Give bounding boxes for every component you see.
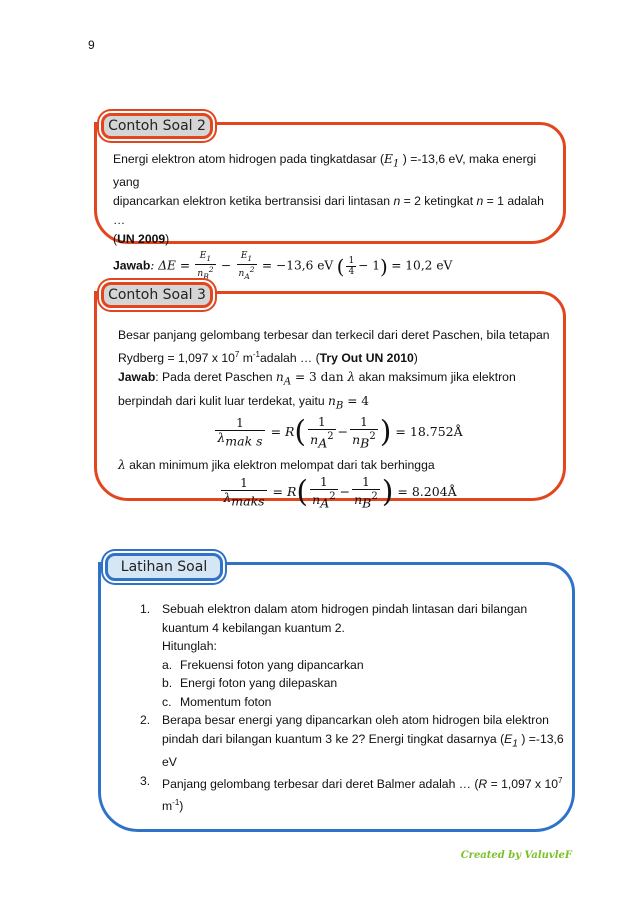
fraction-e1-na: $\frac{E_1}{n_A^2}$	[238, 251, 255, 282]
fraction-e1-nb: $\frac{E_1}{n_B^2}$	[197, 251, 214, 282]
exercise-subitem: c. Momentum foton	[162, 694, 272, 709]
exercise-title: Latihan Soal	[105, 553, 223, 581]
exercise-item: 1. Sebuah elektron dalam atom hidrogen pindah lintasan dari bilangan kuantum 4 kebilangan kuantum 2. Hitunglah: a. Frekuensi foton yang dipancarkan b. Energi foton yang dilepaskan c. Momentum foton	[140, 600, 565, 711]
answer-label: Jawab	[113, 258, 151, 273]
exercise-item: 3. Panjang gelombang terbesar dari deret Balmer adalah … (R = 1,097 x $10^7$ $m^{-1}$)	[140, 773, 563, 813]
exercise-subitem: b. Energi foton yang dilepaskan	[162, 676, 338, 690]
equation-max-wavelength: $\frac{1}{\lambda_{mak s}}$ = R( $\frac{1}{n_A^2}$ − $\frac{1}{n_B^2}$ ) = 18.752Å	[217, 414, 463, 451]
footer-credit: Created by ValuvleF	[460, 850, 572, 861]
exercise-item: 2. Berapa besar energi yang dipancarkan oleh atom hidrogen bila elektron pindah dari bilangan kuantum 3 ke 2? Energi tingkat dasarnya ($E_1$ ) =-13,6 eV	[140, 713, 564, 770]
example-3-content: Besar panjang gelombang terbesar dan terkecil dari deret Paschen, bila tetapan Rydberg = 1,097 x $10^7$ $m^{-1}adalah$ … (Try Out UN 2010) Jawab: Pada deret Paschen $n_A = 3$ dan λ akan maksimum jika elektron berpindah dari kulit luar terdekat, yaitu $n_B = 4$ $\frac{1}{\lambda_{mak s}}$ = R( $\frac{1}{n_A^2}$ − $\frac{1}{n_B^2}$ ) = 18.752Å λ akan minimum jika elektron melompat dari tak berhingga $\frac{1}{\lambda_{maks}}$ = R( $\frac{1}{n_A^2}$ − $\frac{1}{n_B^2}$ ) = 8.204Å	[118, 326, 558, 516]
example-3-title: Contoh Soal 3	[101, 282, 213, 308]
exercise-content	[140, 600, 565, 815]
exercise-subitem: a. Frekuensi foton yang dipancarkan	[162, 657, 364, 672]
example-2-content: Energi elektron atom hidrogen pada tingkatdasar ($E_1$ ) =-13,6 eV, maka energi yang dipancarkan elektron ketika bertransisi dari lintasan n = 2 ketingkat n = 1 adalah … (UN 2009) Jawab: ΔE = $\frac{E_1}{n_B^2}$ − $\frac{E_1}{n_A^2}$ = −13,6 eV ( $\frac{1}{4}$ − 1) = 10,2 eV	[113, 152, 544, 282]
example-2-title: Contoh Soal 2	[101, 113, 213, 139]
equation-min-wavelength: $\frac{1}{\lambda_{maks}}$ = R( $\frac{1}{n_A^2}$ − $\frac{1}{n_B^2}$ ) = 8.204Å	[223, 474, 457, 511]
fraction-one-quarter: $\frac{1}{4}$	[348, 256, 355, 278]
page-number: 9	[88, 38, 95, 52]
